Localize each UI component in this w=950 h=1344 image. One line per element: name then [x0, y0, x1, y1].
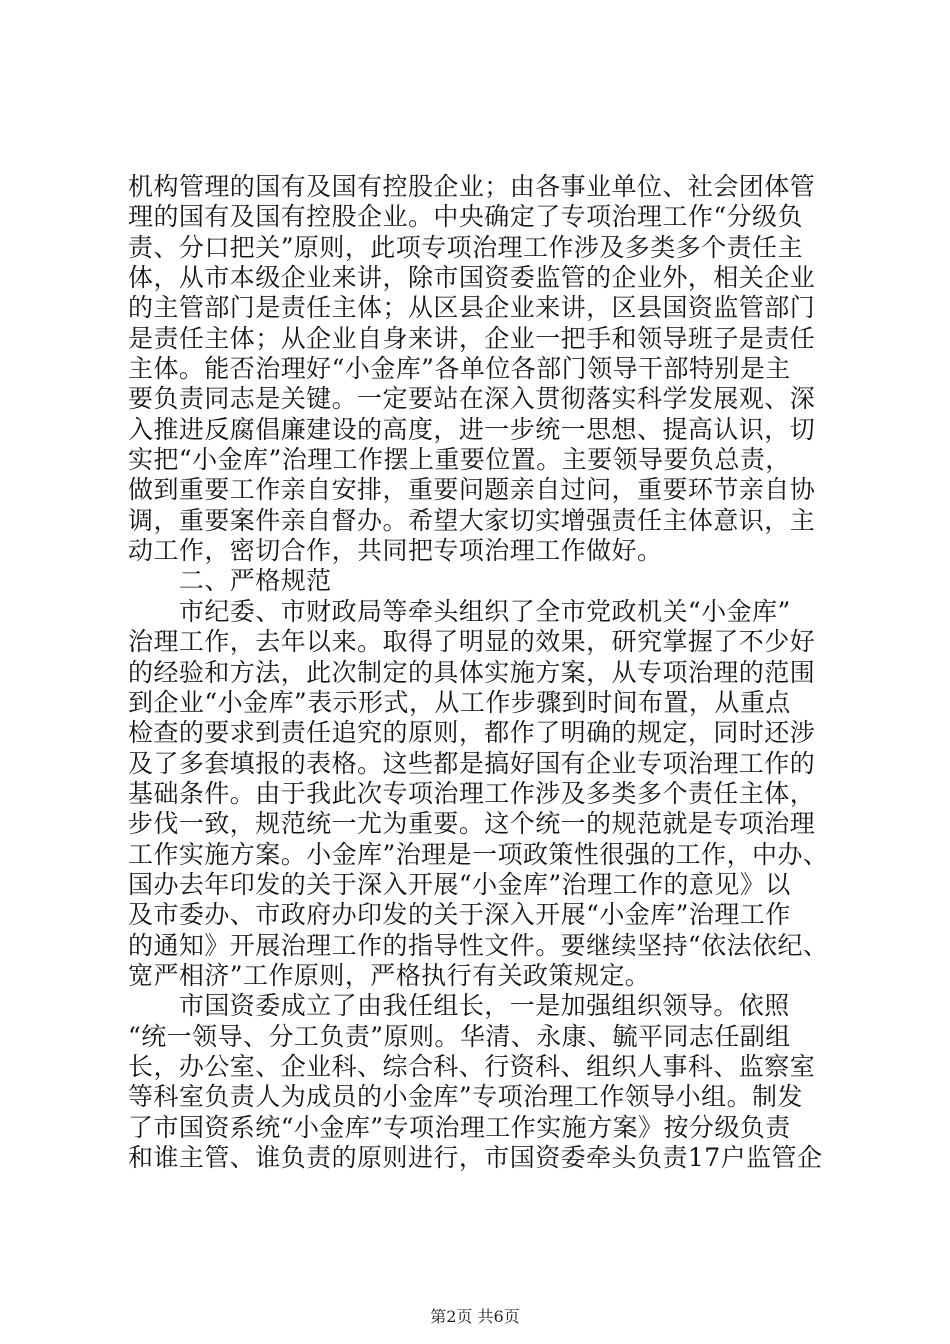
text-line: 市纪委、市财政局等牵头组织了全市党政机关“小金库” [128, 596, 791, 626]
text-line: 国办去年印发的关于深入开展“小金库”治理工作的意见》以 [128, 869, 791, 899]
text-line: 的经验和方法，此次制定的具体实施方案，从专项治理的范围 [128, 657, 816, 687]
text-line: 长，办公室、企业科、综合科、行资科、组织人事科、监察室 [128, 1051, 816, 1081]
text-line: 及市委办、市政府办印发的关于深入开展“小金库”治理工作 [128, 900, 791, 930]
text-line: 步伐一致，规范统一尤为重要。这个统一的规范就是专项治理 [128, 809, 816, 839]
text-line: 宽严相济”工作原则，严格执行有关政策规定。 [128, 960, 651, 990]
text-line: 市国资委成立了由我任组长，一是加强组织领导。依照 [128, 991, 790, 1021]
text-line: 工作实施方案。小金库”治理是一项政策性很强的工作，中办、 [128, 839, 829, 869]
text-line: 要负责同志是关键。一定要站在深入贯彻落实科学发展观、深 [128, 384, 816, 414]
text-line: 了市国资系统“小金库”专项治理工作实施方案》按分级负责 [128, 1112, 791, 1142]
page-footer: 第2页 共6页 [430, 1307, 520, 1326]
text-line: 等科室负责人为成员的小金库”专项治理工作领导小组。制发 [128, 1082, 803, 1112]
text-line: 理的国有及国有控股企业。中央确定了专项治理工作“分级负 [128, 202, 803, 232]
text-line: 的主管部门是责任主体；从区县企业来讲，区县国资监管部门 [128, 293, 816, 323]
text-line: 是责任主体；从企业自身来讲，企业一把手和领导班子是责任 [128, 323, 816, 353]
text-line: “统一领导、分工负责”原则。华清、永康、毓平同志任副组 [128, 1021, 791, 1051]
text-line: 和谁主管、谁负责的原则进行，市国资委牵头负责17户监管企 [128, 1143, 823, 1172]
text-line: 体，从市本级企业来讲，除市国资委监管的企业外，相关企业 [128, 263, 816, 293]
text-line: 到企业“小金库”表示形式，从工作步骤到时间布置，从重点 [128, 687, 791, 717]
text-line: 及了多套填报的表格。这些都是搞好国有企业专项治理工作的 [128, 748, 816, 778]
body-text [128, 172, 840, 1173]
text-line: 检查的要求到责任追究的原则，都作了明确的规定，同时还涉 [128, 718, 816, 748]
text-line: 的通知》开展治理工作的指导性文件。要继续坚持“依法依纪、 [128, 930, 829, 960]
text-line: 实把“小金库”治理工作摆上重要位置。主要领导要负总责， [128, 445, 791, 475]
text-line: 主体。能否治理好“小金库”各单位各部门领导干部特别是主 [128, 354, 791, 384]
text-line: 调，重要案件亲自督办。希望大家切实增强责任主体意识，主 [128, 505, 816, 535]
text-line: 动工作，密切合作，共同把专项治理工作做好。 [128, 536, 663, 566]
text-line: 二、严格规范 [128, 566, 332, 596]
text-line: 做到重要工作亲自安排，重要问题亲自过问，重要环节亲自协 [128, 475, 816, 505]
text-line: 责、分口把关”原则，此项专项治理工作涉及多类多个责任主 [128, 232, 803, 262]
text-line: 入推进反腐倡廉建设的高度，进一步统一思想、提高认识，切 [128, 414, 816, 444]
text-line: 治理工作，去年以来。取得了明显的效果，研究掌握了不少好 [128, 627, 816, 657]
text-line: 机构管理的国有及国有控股企业；由各事业单位、社会团体管 [128, 172, 816, 201]
text-line: 基础条件。由于我此次专项治理工作涉及多类多个责任主体， [128, 778, 816, 808]
